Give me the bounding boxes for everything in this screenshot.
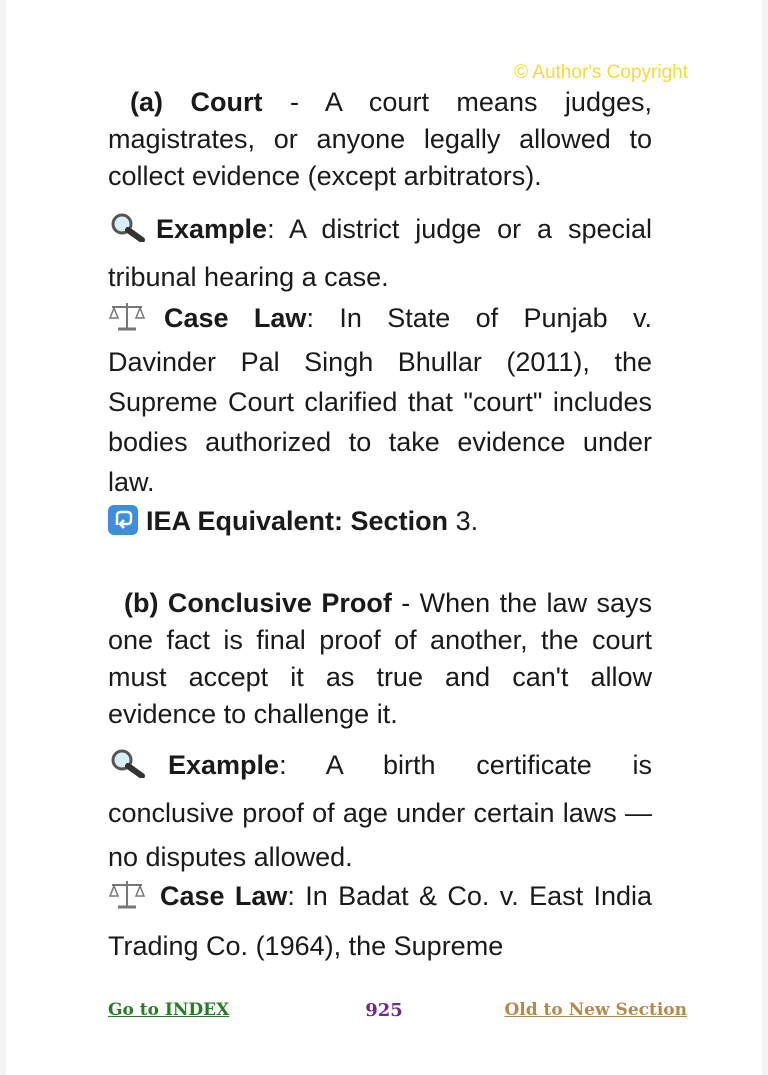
court-caselaw-text: : In State of Punjab v. Davinder Pal Singh Bhullar (2011), the Supreme Court clarified that "court" includes bodies authorized to take evidence under law.: [108, 303, 652, 497]
proof-example: [108, 743, 652, 879]
proof-caselaw-label: Case Law: [160, 881, 288, 911]
go-to-index-link[interactable]: Go to INDEX: [108, 1000, 230, 1020]
court-definition: [108, 84, 652, 195]
proof-example-label: Example: [168, 750, 280, 780]
scales-icon: [108, 301, 146, 342]
court-text: - A court means judges, magistrates, or anyone legally allowed to collect evidence (except arbitrators).: [108, 87, 652, 191]
proof-text: - When the law says one fact is final proof of another, the court must accept it as true and can't allow evidence to challenge it.: [108, 588, 653, 729]
scales-icon: [108, 877, 146, 923]
court-caselaw-label: Case Law: [164, 303, 307, 333]
old-to-new-section-link[interactable]: Old to New Section: [504, 1000, 687, 1020]
page-number: 925: [365, 1000, 403, 1021]
court-example-label: Example: [156, 214, 268, 244]
copyright-notice: © Author's Copyright: [514, 62, 688, 83]
court-example-text: : A district judge or a special tribunal hearing a case.: [108, 214, 652, 292]
court-example: [108, 207, 652, 299]
conclusive-proof-definition: [108, 585, 652, 733]
magnifying-glass-icon: [108, 747, 148, 791]
proof-caselaw: [108, 873, 652, 969]
proof-example-text: : A birth certificate is conclusive proof of age under certain laws —no disputes allowed.: [108, 750, 652, 872]
proof-caselaw-text: : In Badat & Co. v. East India Trading Co. (1964), the Supreme: [108, 881, 652, 961]
court-heading: (a) Court: [130, 87, 263, 117]
iea-label: IEA Equivalent: Section: [146, 506, 449, 536]
arrow-hook-icon: [108, 505, 138, 535]
iea-number: 3.: [448, 506, 479, 536]
proof-heading: (b) Conclusive Proof: [124, 588, 392, 618]
iea-equivalent: [108, 503, 652, 540]
court-caselaw: [108, 298, 652, 502]
magnifying-glass-icon: [108, 211, 148, 255]
